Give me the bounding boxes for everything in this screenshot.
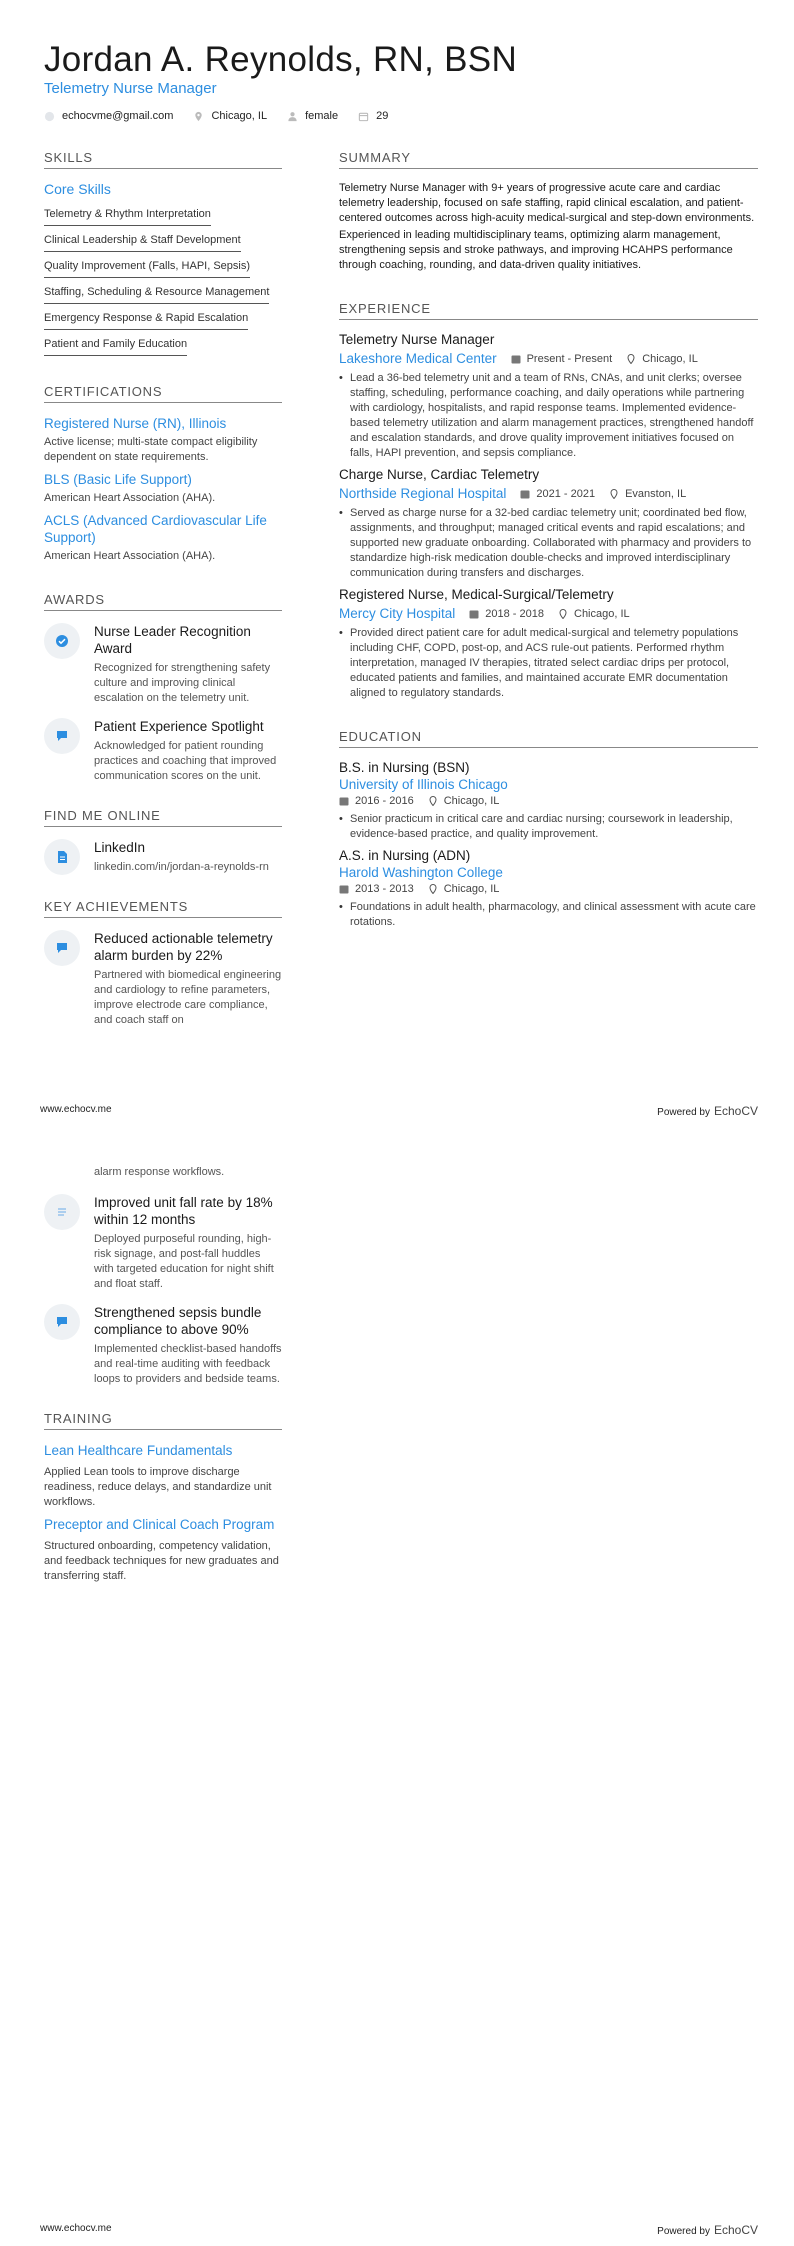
person-icon xyxy=(287,111,298,122)
list-icon xyxy=(55,1205,69,1219)
job-title: Charge Nurse, Cardiac Telemetry xyxy=(339,467,540,482)
skill-item: Emergency Response & Rapid Escalation xyxy=(44,307,248,330)
cert-item xyxy=(44,415,282,465)
location-icon xyxy=(428,884,438,894)
achievement-title: Improved unit fall rate by 18% within 12 months xyxy=(94,1195,273,1227)
cert-item xyxy=(44,512,282,564)
achievement-item xyxy=(44,930,282,1028)
calendar-icon xyxy=(358,111,369,122)
education-item xyxy=(339,760,758,842)
edu-degree: B.S. in Nursing (BSN) xyxy=(339,760,470,775)
skill-item: Clinical Leadership & Staff Development xyxy=(44,229,241,252)
edu-dates: 2013 - 2013 xyxy=(355,883,414,895)
job-item xyxy=(339,587,758,701)
calendar-icon xyxy=(339,796,349,806)
achievement-title: Strengthened sepsis bundle compliance to above 90% xyxy=(94,1305,262,1337)
edu-school: University of Illinois Chicago xyxy=(339,777,508,792)
edu-bullet: • Foundations in adult health, pharmacology, and clinical assessment with acute care rotations. xyxy=(339,900,758,930)
job-item xyxy=(339,467,758,581)
award-item xyxy=(44,623,282,706)
contact-email[interactable]: echocvme@gmail.com xyxy=(44,110,173,122)
skill-item: Quality Improvement (Falls, HAPI, Sepsis) xyxy=(44,255,250,278)
skills-group-title: Core Skills xyxy=(44,181,111,197)
education-heading: EDUCATION xyxy=(339,729,758,748)
location-icon xyxy=(609,489,619,499)
resume-page-2 xyxy=(0,1123,794,2246)
achievement-desc: Partnered with biomedical engineering and cardiology to refine parameters, improve electrode care compliance, and coach staff on xyxy=(94,969,282,1026)
achievement-desc: alarm response workflows. xyxy=(94,1166,225,1178)
cert-name: ACLS (Advanced Cardiovascular Life Support) xyxy=(44,513,267,545)
contact-bar xyxy=(44,110,388,122)
chat-icon xyxy=(55,941,69,955)
training-desc: Applied Lean tools to improve discharge readiness, reduce delays, and standardize unit workflows. xyxy=(44,1466,272,1508)
education-item xyxy=(339,848,758,930)
calendar-icon xyxy=(339,884,349,894)
training-item xyxy=(44,1442,282,1510)
awards-heading: AWARDS xyxy=(44,592,282,611)
cert-desc: American Heart Association (AHA). xyxy=(44,550,216,562)
achievements-heading: KEY ACHIEVEMENTS xyxy=(44,899,282,918)
cert-desc: American Heart Association (AHA). xyxy=(44,492,216,504)
location-icon xyxy=(626,354,636,364)
calendar-icon xyxy=(469,609,479,619)
cert-name: BLS (Basic Life Support) xyxy=(44,472,192,487)
job-bullet: • Served as charge nurse for a 32-bed cardiac telemetry unit; coordinated bed flow, assignments, and throughput; managed critical events and rapid escalations; and supported new graduate onboarding. Collaborated with pharmacy and providers to standardize high-risk medication double-checks and improved interdisciplinary communication during transfers and discharges. xyxy=(339,506,758,581)
footer-brand[interactable]: EchoCV xyxy=(713,1104,758,1118)
achievement-title: Reduced actionable telemetry alarm burden by 22% xyxy=(94,931,273,963)
skill-item: Patient and Family Education xyxy=(44,333,187,356)
skill-item: Staffing, Scheduling & Resource Management xyxy=(44,281,269,304)
chat-icon xyxy=(55,729,69,743)
online-item[interactable] xyxy=(44,839,282,875)
job-dates: 2018 - 2018 xyxy=(485,607,544,620)
online-title: LinkedIn xyxy=(94,840,146,855)
summary-paragraph: Experienced in leading multidisciplinary teams, optimizing alarm management, strengthening sepsis and stroke pathways, and improving HCAHPS performance through coaching, rounding, and data-driven quality initiatives. xyxy=(339,229,733,271)
contact-age: 29 xyxy=(358,110,388,122)
candidate-name: Jordan A. Reynolds, RN, BSN xyxy=(44,40,518,79)
award-desc: Recognized for strengthening safety culture and improving clinical escalation on the telemetry unit. xyxy=(94,662,271,704)
edu-dates: 2016 - 2016 xyxy=(355,795,414,807)
calendar-icon xyxy=(520,489,530,499)
left-column xyxy=(44,150,282,1040)
edu-school: Harold Washington College xyxy=(339,865,503,880)
check-badge-icon xyxy=(55,634,69,648)
edu-location: Chicago, IL xyxy=(443,883,500,895)
award-icon-wrap xyxy=(44,623,80,659)
job-title: Telemetry Nurse Manager xyxy=(339,332,495,347)
cert-desc: Active license; multi-state compact eligibility dependent on state requirements. xyxy=(44,436,258,463)
achievement-icon-wrap xyxy=(44,1304,80,1340)
award-desc: Acknowledged for patient rounding practices and coaching that improved communication scores on the unit. xyxy=(94,740,277,782)
footer-brand[interactable]: EchoCV xyxy=(713,2223,758,2237)
edu-bullet: • Senior practicum in critical care and cardiac nursing; coursework in leadership, evidence-based practice, and quality improvement. xyxy=(339,812,758,842)
location-icon xyxy=(428,796,438,806)
page-footer xyxy=(40,1104,758,1118)
page-footer xyxy=(40,2223,758,2237)
job-dates: 2021 - 2021 xyxy=(536,487,596,500)
candidate-title: Telemetry Nurse Manager xyxy=(44,80,217,97)
job-dates: Present - Present xyxy=(526,352,613,365)
achievement-desc: Implemented checklist-based handoffs and real-time auditing with feedback loops to providers and bedside teams. xyxy=(94,1343,282,1385)
contact-gender: female xyxy=(287,110,338,122)
achievement-icon-wrap xyxy=(44,1194,80,1230)
achievement-item xyxy=(44,1194,282,1292)
location-icon xyxy=(193,111,204,122)
award-title: Patient Experience Spotlight xyxy=(94,719,264,734)
training-heading: TRAINING xyxy=(44,1411,282,1430)
job-company: Lakeshore Medical Center xyxy=(339,351,497,366)
award-item xyxy=(44,718,282,784)
footer-powered: Powered by xyxy=(657,1107,710,1118)
achievement-item xyxy=(44,1304,282,1387)
footer-site-link[interactable]: www.echocv.me xyxy=(40,2223,112,2234)
document-icon xyxy=(55,850,69,864)
cert-name: Registered Nurse (RN), Illinois xyxy=(44,416,227,431)
training-name: Preceptor and Clinical Coach Program xyxy=(44,1517,275,1532)
summary-text xyxy=(339,181,758,273)
cert-item xyxy=(44,471,282,506)
job-location: Evanston, IL xyxy=(625,487,687,500)
footer-site-link[interactable]: www.echocv.me xyxy=(40,1104,112,1115)
training-item xyxy=(44,1516,282,1584)
skill-item: Telemetry & Rhythm Interpretation xyxy=(44,203,211,226)
footer-powered: Powered by xyxy=(657,2226,710,2237)
right-column xyxy=(339,150,758,930)
location-icon xyxy=(558,609,568,619)
contact-location: Chicago, IL xyxy=(193,110,267,122)
training-desc: Structured onboarding, competency validation, and feedback techniques for new graduates and transferring staff. xyxy=(44,1540,279,1582)
job-location: Chicago, IL xyxy=(574,607,630,620)
online-heading: FIND ME ONLINE xyxy=(44,808,282,827)
online-icon-wrap xyxy=(44,839,80,875)
experience-heading: EXPERIENCE xyxy=(339,301,758,320)
skills-heading: SKILLS xyxy=(44,150,282,169)
job-bullet: • Lead a 36-bed telemetry unit and a team of RNs, CNAs, and unit clerks; oversee staffing, scheduling, performance coaching, and daily operations while partnering with cardiology, hospitalists, and rapid response teams. Implemented evidence-based telemetry utilization and alarm management practices, strengthened handoff and escalation standards, and drove quality improvement initiatives focused on falls, HAPI prevention, and sepsis compliance. xyxy=(339,371,758,461)
calendar-icon xyxy=(511,354,521,364)
online-link[interactable]: linkedin.com/in/jordan-a-reynolds-rn xyxy=(94,861,269,873)
award-title: Nurse Leader Recognition Award xyxy=(94,624,251,656)
email-icon xyxy=(44,111,55,122)
achievement-icon-wrap xyxy=(44,930,80,966)
summary-paragraph: Telemetry Nurse Manager with 9+ years of progressive acute care and cardiac telemetry leadership, focused on safe staffing, rapid clinical escalation, and patient-centered outcomes across high-acuity medical-surgical and step-down environments. xyxy=(339,182,755,224)
job-location: Chicago, IL xyxy=(642,352,698,365)
chat-icon xyxy=(55,1315,69,1329)
training-name: Lean Healthcare Fundamentals xyxy=(44,1443,233,1458)
edu-location: Chicago, IL xyxy=(443,795,500,807)
certifications-heading: CERTIFICATIONS xyxy=(44,384,282,403)
edu-degree: A.S. in Nursing (ADN) xyxy=(339,848,471,863)
achievement-desc: Deployed purposeful rounding, high-risk signage, and post-fall huddles with targeted education for night shift and float staff. xyxy=(94,1233,274,1290)
job-bullet: • Provided direct patient care for adult medical-surgical and telemetry populations including CHF, COPD, post-op, and ACS rule-out patients. Performed rhythm interpretation, managed IV therapies, titrated select cardiac drips per protocol, educated patients and families, and maintained accurate EMR documentation aligned to regulatory standards. xyxy=(339,626,758,701)
job-company: Northside Regional Hospital xyxy=(339,486,507,501)
job-title: Registered Nurse, Medical-Surgical/Telemetry xyxy=(339,587,614,602)
award-icon-wrap xyxy=(44,718,80,754)
left-column-continued xyxy=(44,1165,282,1584)
achievement-continuation xyxy=(44,1165,282,1180)
summary-heading: SUMMARY xyxy=(339,150,758,169)
job-item xyxy=(339,332,758,461)
job-company: Mercy City Hospital xyxy=(339,606,456,621)
